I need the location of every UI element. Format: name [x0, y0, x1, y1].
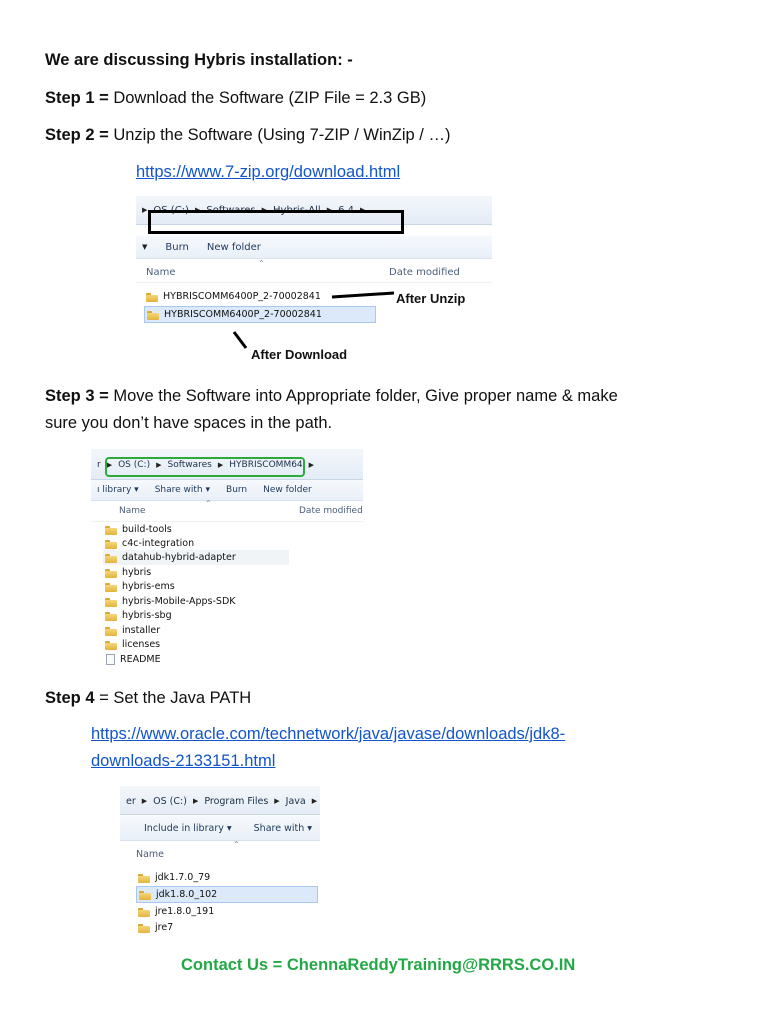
- explorer-screenshot-hybriscomm64: [91, 449, 363, 671]
- step-4-text: = Set the Java PATH: [94, 689, 252, 707]
- folder-name: c4c-integration: [122, 538, 195, 549]
- folder-name: jre1.8.0_191: [155, 906, 215, 917]
- folder-name: installer: [122, 625, 161, 636]
- include-in-library-button[interactable]: ı library ▾: [97, 485, 139, 495]
- folder-name: jre7: [155, 922, 174, 933]
- column-name[interactable]: Name: [136, 849, 165, 860]
- chevron-right-icon: ▶: [274, 797, 280, 805]
- annotation-after-unzip: After Unzip: [396, 291, 466, 306]
- folder-name: licenses: [122, 639, 161, 650]
- step-4-label: Step 4: [45, 689, 95, 707]
- crumb-truncated: er: [126, 795, 136, 807]
- folder-icon: [105, 539, 117, 549]
- step-2-label: Step 2 =: [45, 126, 109, 144]
- folder-name: hybris-sbg: [122, 610, 172, 621]
- crumb-drive[interactable]: OS (C:): [118, 460, 151, 470]
- crumb-version[interactable]: 6.4: [338, 204, 354, 216]
- unzip-pointer-line: [332, 293, 394, 297]
- oracle-link-line-1[interactable]: https://www.oracle.com/technetwork/java/javase/downloads/jdk8-: [91, 725, 566, 743]
- folder-icon: [105, 611, 117, 621]
- folder-icon: [139, 890, 151, 900]
- step-3: [45, 386, 618, 406]
- crumb-drive[interactable]: OS (C:): [153, 204, 189, 216]
- chevron-right-icon: ▶: [192, 797, 199, 805]
- burn-button[interactable]: Burn: [226, 485, 248, 495]
- folder-icon: [105, 597, 117, 607]
- chevron-right-icon: ▶: [217, 461, 224, 469]
- file-name: HYBRISCOMM6400P_2-70002841: [164, 309, 322, 320]
- file-name: HYBRISCOMM6400P_2-70002841: [163, 291, 321, 302]
- step-3-label: Step 3 =: [45, 387, 109, 405]
- folder-name: hybris-ems: [122, 581, 175, 592]
- new-folder-button[interactable]: New folder: [206, 241, 261, 253]
- chevron-right-icon: ▶: [326, 206, 333, 214]
- folder-name: hybris: [122, 567, 152, 578]
- crumb-truncated: r: [97, 460, 101, 470]
- file-name: README: [120, 654, 161, 665]
- list-item[interactable]: [105, 608, 172, 623]
- folder-name: jdk1.7.0_79: [155, 872, 211, 883]
- chevron-right-icon: ▶: [141, 797, 148, 805]
- folder-icon: [138, 873, 150, 883]
- step-3-text: Move the Software into Appropriate folder, Give proper name & make: [108, 387, 618, 405]
- step-1-text: Download the Software (ZIP File = 2.3 GB): [108, 89, 427, 107]
- list-item[interactable]: [138, 920, 173, 935]
- dropdown-arrow-icon: ▼: [142, 243, 148, 251]
- folder-icon: [105, 553, 117, 563]
- sort-caret-icon: ⌃: [258, 259, 265, 268]
- folder-icon: [105, 626, 117, 636]
- column-headers: [120, 846, 320, 864]
- burn-button[interactable]: Burn: [165, 241, 189, 253]
- annotation-after-download: After Download: [251, 347, 348, 362]
- column-date-modified[interactable]: Date modified: [389, 267, 460, 278]
- column-headers: [91, 503, 363, 522]
- folder-icon: [105, 568, 117, 578]
- step-2: [45, 125, 450, 145]
- folder-name: jdk1.8.0_102: [156, 889, 218, 900]
- list-item[interactable]: [105, 565, 151, 580]
- list-item[interactable]: [138, 904, 214, 919]
- toolbar: [91, 480, 363, 501]
- sort-caret-icon: ⌃: [233, 840, 240, 849]
- folder-name: hybris-Mobile-Apps-SDK: [122, 596, 236, 607]
- list-item[interactable]: [105, 594, 236, 609]
- crumb-softwares[interactable]: Softwares: [206, 204, 256, 216]
- share-with-button[interactable]: Share with ▾: [253, 822, 313, 834]
- chevron-right-icon: ▶: [261, 206, 268, 214]
- step-1: [45, 88, 426, 108]
- sort-caret-icon: ⌃: [205, 499, 212, 508]
- list-item-selected[interactable]: [136, 886, 318, 903]
- document-icon: [106, 654, 115, 665]
- download-pointer-line: [234, 332, 246, 348]
- list-item-hover[interactable]: [103, 550, 289, 565]
- folder-name: datahub-hybrid-adapter: [122, 552, 236, 563]
- step-1-label: Step 1 =: [45, 89, 109, 107]
- crumb-softwares[interactable]: Softwares: [167, 460, 212, 470]
- list-item[interactable]: [105, 623, 160, 638]
- list-item[interactable]: [105, 579, 175, 594]
- crumb-hybriscomm64[interactable]: HYBRISCOMM64: [229, 460, 303, 470]
- folder-icon: [105, 640, 117, 650]
- column-name[interactable]: Name: [146, 267, 176, 278]
- chevron-right-icon: ▶: [156, 461, 162, 469]
- chevron-right-icon: ▶: [360, 206, 366, 214]
- chevron-right-icon: ▶: [311, 797, 318, 805]
- path-highlight-box: [105, 457, 305, 477]
- contact-line: Contact Us = ChennaReddyTraining@RRRS.CO.IN: [181, 956, 576, 974]
- oracle-link-line-2[interactable]: downloads-2133151.html: [91, 752, 276, 770]
- column-name[interactable]: Name: [119, 506, 146, 516]
- list-item[interactable]: [138, 870, 210, 885]
- column-date-modified[interactable]: Date modified: [299, 506, 363, 516]
- folder-icon: [138, 907, 150, 917]
- sevenzip-link[interactable]: https://www.7-zip.org/download.html: [136, 163, 401, 181]
- include-in-library-button[interactable]: Include in library ▾: [144, 822, 232, 834]
- crumb-java[interactable]: Java: [285, 795, 306, 807]
- crumb-drive[interactable]: OS (C:): [153, 795, 187, 807]
- crumb-hybris-all[interactable]: Hybris-All: [273, 204, 321, 216]
- toolbar: [120, 816, 320, 841]
- folder-icon: [105, 582, 117, 592]
- folder-name: build-tools: [122, 524, 172, 535]
- new-folder-button[interactable]: New folder: [263, 485, 312, 495]
- step-3-continuation: sure you don’t have spaces in the path.: [45, 414, 333, 432]
- explorer-screenshot-java: [120, 786, 320, 938]
- folder-icon: [138, 923, 150, 933]
- crumb-program-files[interactable]: Program Files: [204, 795, 269, 807]
- address-bar: [120, 786, 320, 815]
- chevron-right-icon: ▶: [142, 206, 148, 214]
- annotation-arrows: [136, 196, 492, 371]
- step-2-text: Unzip the Software (Using 7-ZIP / WinZip / …): [108, 126, 451, 144]
- list-item[interactable]: [105, 522, 172, 537]
- chevron-right-icon: ▶: [194, 206, 201, 214]
- share-with-button[interactable]: Share with ▾: [154, 485, 211, 495]
- list-item[interactable]: [106, 652, 161, 667]
- step-4: [45, 688, 251, 708]
- list-item[interactable]: [105, 637, 160, 652]
- folder-icon: [105, 525, 117, 535]
- list-item[interactable]: [105, 536, 194, 551]
- breadcrumb: [120, 793, 320, 809]
- chevron-right-icon: ▶: [308, 461, 315, 469]
- explorer-screenshot-hybris-all: [136, 196, 492, 371]
- page-heading: We are discussing Hybris installation: -: [45, 51, 353, 69]
- chevron-right-icon: ▶: [106, 461, 113, 469]
